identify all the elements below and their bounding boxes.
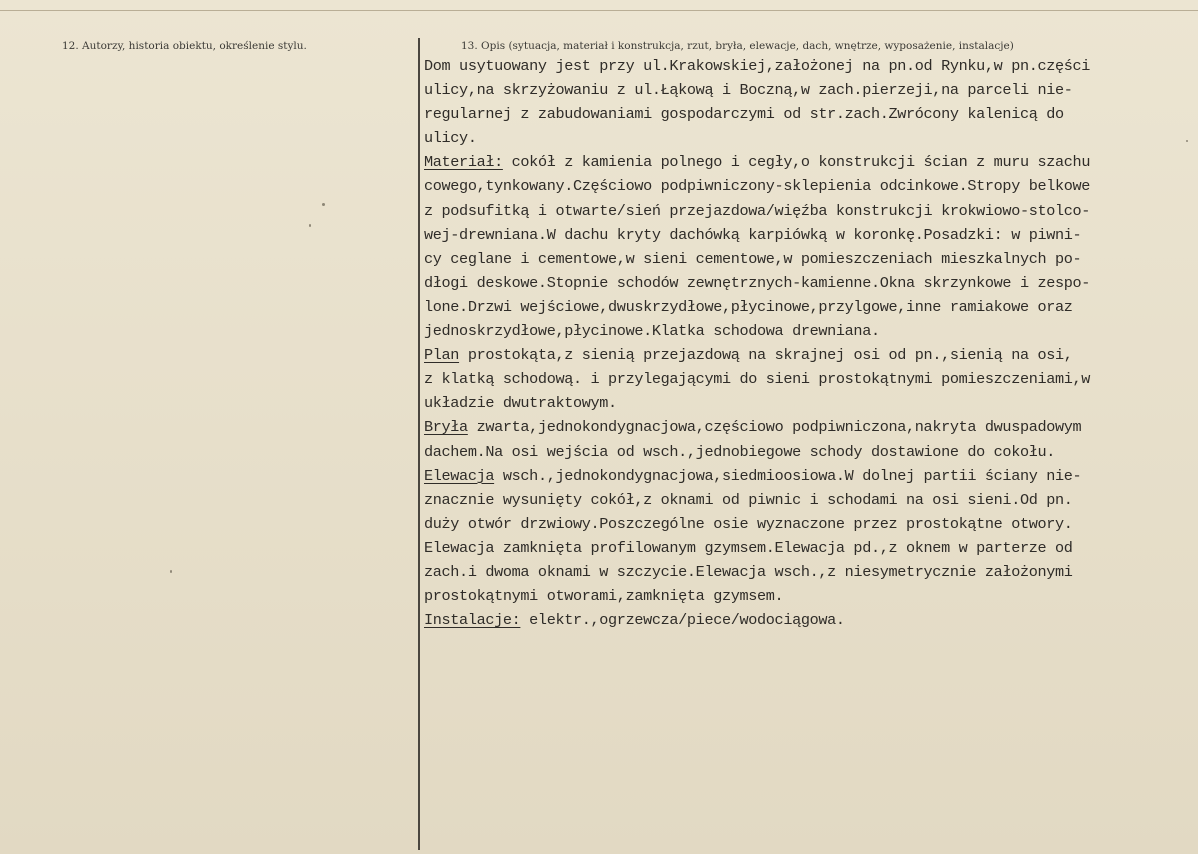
line-text: z klatką schodową. i przylegającymi do sieni prostokątnymi pomieszczeniami,w	[424, 370, 1091, 389]
text-line	[424, 126, 1194, 150]
line-text: z podsufitką i otwarte/sień przejazdowa/więźba konstrukcji krokwiowo-stolco-	[424, 201, 1091, 220]
text-line	[424, 102, 1194, 126]
line-text: regularnej z zabudowaniami gospodarczymi od str.zach.Zwrócony kalenicą do	[424, 105, 1064, 124]
section-label: Plan	[424, 346, 460, 365]
text-line	[424, 223, 1194, 247]
line-text: cy ceglane i cementowe,w sieni cementowe,w pomieszczeniach mieszkalnych po-	[424, 249, 1082, 268]
paper-speck	[322, 203, 325, 206]
text-line	[424, 199, 1194, 223]
text-line	[424, 608, 1194, 632]
header-authors-history: 12. Autorzy, historia obiektu, określenie stylu.	[62, 40, 307, 52]
line-text: prostokątnymi otworami,zamknięta gzymsem.	[424, 587, 784, 606]
line-text: ulicy,na skrzyżowaniu z ul.Łąkową i Boczną,w zach.pierzeji,na parceli nie-	[424, 81, 1073, 100]
section-label: Elewacja	[424, 466, 495, 485]
text-line	[424, 247, 1194, 271]
text-line	[424, 536, 1194, 560]
text-line	[424, 295, 1194, 319]
column-divider	[418, 38, 420, 850]
line-text: lone.Drzwi wejściowe,dwuskrzydłowe,płycinowe,przylgowe,inne ramiakowe oraz	[424, 297, 1073, 316]
text-line	[424, 54, 1194, 78]
text-line	[424, 150, 1194, 174]
paper-speck	[170, 570, 172, 573]
text-line	[424, 271, 1194, 295]
line-text: prostokąta,z sienią przejazdową na skrajnej osi od pn.,sienią na osi,	[459, 346, 1073, 365]
paper-speck	[309, 224, 311, 227]
description-text	[424, 54, 1194, 632]
line-text: Dom usytuowany jest przy ul.Krakowskiej,założonej na pn.od Rynku,w pn.części	[424, 57, 1091, 75]
line-text: Elewacja zamknięta profilowanym gzymsem.Elewacja pd.,z oknem w parterze od	[424, 538, 1073, 557]
section-label: Materiał:	[424, 153, 503, 172]
text-line	[424, 78, 1194, 102]
line-text: wsch.,jednokondygnacjowa,siedmioosiowa.W dolnej partii ściany nie-	[494, 466, 1082, 485]
header-description: 13. Opis (sytuacja, materiał i konstrukcja, rzut, bryła, elewacje, dach, wnętrze, wyposażenie, instalacje)	[461, 40, 1014, 52]
line-text: wej-drewniana.W dachu kryty dachówką karpiówką w koronkę.Posadzki: w piwni-	[424, 225, 1082, 244]
text-line	[424, 391, 1194, 415]
line-text: znacznie wysunięty cokół,z oknami od piwnic i schodami na osi sieni.Od pn.	[424, 490, 1073, 509]
section-label: Instalacje:	[424, 611, 521, 630]
line-text: duży otwór drzwiowy.Poszczególne osie wyznaczone przez prostokątne otwory.	[424, 514, 1073, 533]
text-line	[424, 440, 1194, 464]
line-text: zwarta,jednokondygnacjowa,częściowo podpiwniczona,nakryta dwuspadowym	[467, 418, 1082, 437]
line-text: dłogi deskowe.Stopnie schodów zewnętrznych-kamienne.Okna skrzynkowe i zespo-	[424, 273, 1091, 292]
paper-speck	[1186, 140, 1188, 142]
line-text: elektr.,ogrzewcza/piece/wodociągowa.	[520, 611, 845, 630]
line-text: cowego,tynkowany.Częściowo podpiwniczony-sklepienia odcinkowe.Stropy belkowe	[424, 177, 1091, 196]
text-line	[424, 415, 1194, 439]
top-rule	[0, 10, 1198, 11]
text-line	[424, 464, 1194, 488]
line-text: cokół z kamienia polnego i cegły,o konstrukcji ścian z muru szachu	[502, 153, 1091, 172]
line-text: ulicy.	[424, 129, 477, 148]
text-line	[424, 488, 1194, 512]
section-label: Bryła	[424, 418, 468, 437]
text-line	[424, 343, 1194, 367]
line-text: zach.i dwoma oknami w szczycie.Elewacja wsch.,z niesymetrycznie założonymi	[424, 562, 1073, 581]
text-line	[424, 512, 1194, 536]
line-text: jednoskrzydłowe,płycinowe.Klatka schodowa drewniana.	[424, 322, 880, 341]
text-line	[424, 560, 1194, 584]
text-line	[424, 584, 1194, 608]
text-line	[424, 367, 1194, 391]
line-text: układzie dwutraktowym.	[424, 394, 617, 413]
text-line	[424, 319, 1194, 343]
text-line	[424, 174, 1194, 198]
line-text: dachem.Na osi wejścia od wsch.,jednobiegowe schody dostawione do cokołu.	[424, 442, 1056, 461]
